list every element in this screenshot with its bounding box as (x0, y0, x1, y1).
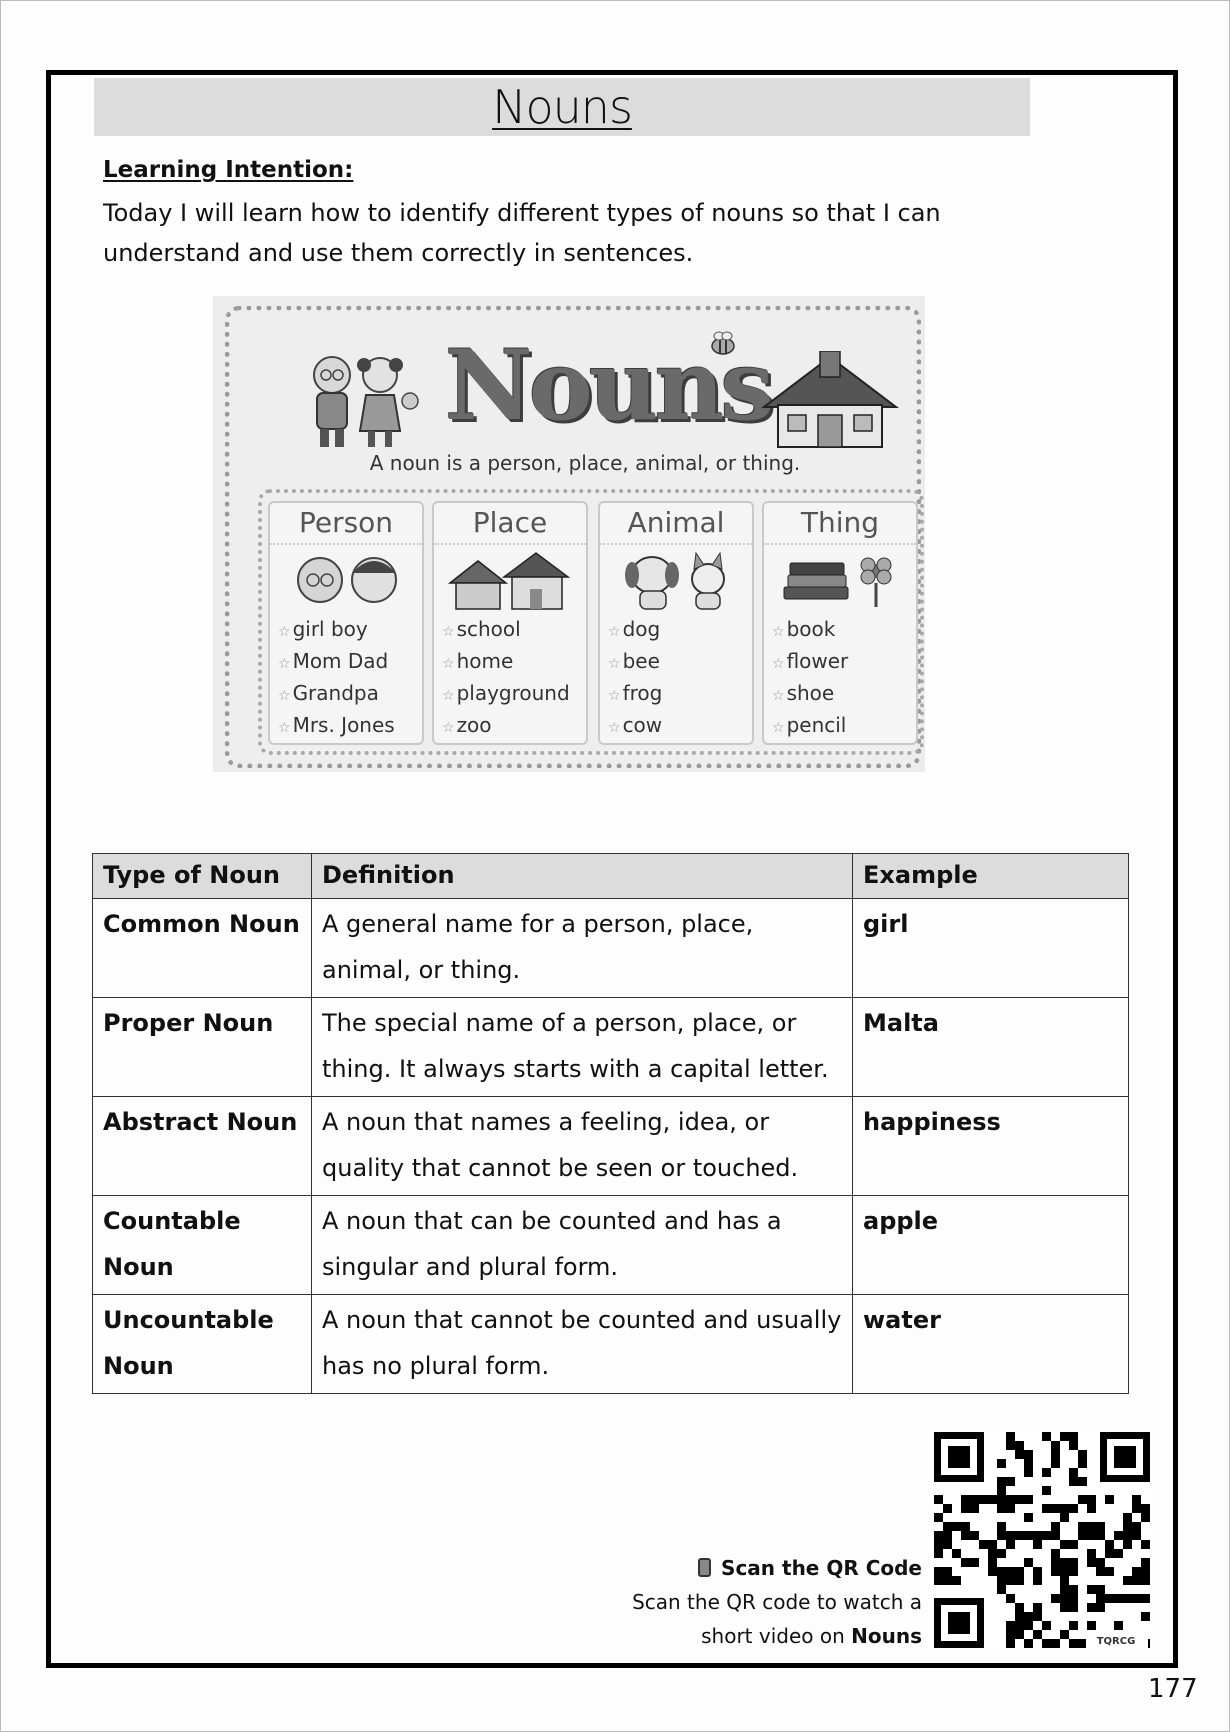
category-item (772, 679, 916, 711)
category-item (772, 615, 916, 647)
scan-qr-heading (640, 1556, 922, 1580)
school-house-icon (760, 351, 900, 451)
definition-cell: A noun that can be counted and has a singular and plural form. (312, 1196, 853, 1295)
scan-qr-topic: Nouns (851, 1624, 922, 1648)
dog-cat-icon (600, 545, 752, 615)
category-item-label: flower (786, 649, 849, 673)
noun-type-cell: Countable Noun (93, 1196, 312, 1295)
example-cell: apple (853, 1196, 1129, 1295)
category-item-label: cow (622, 713, 663, 737)
star-icon: ☆ (608, 720, 621, 736)
category-item (442, 647, 586, 679)
star-icon: ☆ (772, 656, 785, 672)
example-cell: happiness (853, 1097, 1129, 1196)
people-illustration (302, 343, 432, 453)
category-item-label: Mrs. Jones (292, 713, 395, 737)
category-item (278, 615, 422, 647)
category-item (278, 679, 422, 711)
category-panel (258, 489, 924, 755)
definition-cell: A noun that names a feeling, idea, or quality that cannot be seen or touched. (312, 1097, 853, 1196)
star-icon: ☆ (442, 656, 455, 672)
column-header: Definition (312, 854, 853, 899)
category-title: Place (434, 503, 586, 545)
category-title: Person (270, 503, 422, 545)
table-row (93, 998, 1129, 1097)
table-row (93, 1295, 1129, 1394)
poster-subtitle: A noun is a person, place, animal, or thing. (369, 451, 801, 475)
noun-type-cell: Abstract Noun (93, 1097, 312, 1196)
category-title: Animal (600, 503, 752, 545)
learning-intention-heading: Learning Intention: (103, 157, 354, 183)
star-icon: ☆ (278, 624, 291, 640)
noun-type-cell: Common Noun (93, 899, 312, 998)
poster-border (225, 306, 921, 768)
table-row (93, 1097, 1129, 1196)
category-item-label: frog (622, 681, 663, 705)
phone-icon (698, 1558, 711, 1577)
qr-code[interactable] (932, 1430, 1152, 1650)
star-icon: ☆ (442, 624, 455, 640)
qr-finder-top-right (1100, 1432, 1150, 1482)
table-row (93, 1196, 1129, 1295)
category-item-label: dog (622, 617, 661, 641)
category-item (772, 647, 916, 679)
title-bar (94, 78, 1030, 136)
example-cell: water (853, 1295, 1129, 1394)
star-icon: ☆ (772, 720, 785, 736)
page-title: Nouns (492, 80, 632, 134)
category-item (278, 711, 422, 743)
definition-cell: A noun that cannot be counted and usually has no plural form. (312, 1295, 853, 1394)
category-item-label: shoe (786, 681, 835, 705)
qr-brand-label: TQRCG (1096, 1636, 1136, 1647)
category-item (278, 647, 422, 679)
learning-intention-line: understand and use them correctly in sentences. (103, 239, 694, 267)
category-person (268, 501, 424, 745)
scan-qr-line (560, 1624, 922, 1648)
category-item (772, 711, 916, 743)
person-icon (270, 545, 422, 615)
star-icon: ☆ (608, 624, 621, 640)
scan-qr-title: Scan the QR Code (721, 1556, 922, 1580)
houses-icon (434, 545, 586, 615)
category-item-label: pencil (786, 713, 847, 737)
star-icon: ☆ (278, 688, 291, 704)
page-number: 177 (1148, 1674, 1198, 1704)
poster-title: Nouns (445, 329, 771, 442)
star-icon: ☆ (278, 656, 291, 672)
qr-finder-top-left (934, 1432, 984, 1482)
books-flower-icon (764, 545, 916, 615)
category-item-label: Grandpa (292, 681, 379, 705)
category-item-label: book (786, 617, 836, 641)
category-item-label: Mom Dad (292, 649, 389, 673)
category-item-label: playground (456, 681, 570, 705)
nouns-poster (213, 296, 925, 772)
category-item (442, 711, 586, 743)
category-item (608, 647, 752, 679)
nouns-table (92, 853, 1129, 1394)
learning-intention-text (103, 193, 983, 273)
noun-type-cell: Proper Noun (93, 998, 312, 1097)
category-animal (598, 501, 754, 745)
category-thing (762, 501, 918, 745)
scan-qr-line: Scan the QR code to watch a (632, 1590, 922, 1614)
example-cell: Malta (853, 998, 1129, 1097)
category-item (608, 615, 752, 647)
star-icon: ☆ (608, 688, 621, 704)
column-header: Type of Noun (93, 854, 312, 899)
definition-cell: The special name of a person, place, or thing. It always starts with a capital letter. (312, 998, 853, 1097)
category-item (442, 679, 586, 711)
star-icon: ☆ (442, 720, 455, 736)
category-title: Thing (764, 503, 916, 545)
category-item (608, 711, 752, 743)
definition-cell: A general name for a person, place, animal, or thing. (312, 899, 853, 998)
star-icon: ☆ (772, 688, 785, 704)
example-cell: girl (853, 899, 1129, 998)
category-item-label: bee (622, 649, 660, 673)
category-item-label: home (456, 649, 514, 673)
table-header-row (93, 854, 1129, 899)
star-icon: ☆ (442, 688, 455, 704)
qr-finder-bottom-left (934, 1598, 984, 1648)
star-icon: ☆ (278, 720, 291, 736)
star-icon: ☆ (772, 624, 785, 640)
column-header: Example (853, 854, 1129, 899)
learning-intention-line: Today I will learn how to identify different types of nouns so that I can (103, 199, 941, 227)
category-item (608, 679, 752, 711)
scan-qr-text: short video on (701, 1624, 852, 1648)
star-icon: ☆ (608, 656, 621, 672)
category-item-label: school (456, 617, 521, 641)
noun-type-cell: Uncountable Noun (93, 1295, 312, 1394)
category-place (432, 501, 588, 745)
category-item (442, 615, 586, 647)
table-row (93, 899, 1129, 998)
category-item-label: girl boy (292, 617, 368, 641)
category-item-label: zoo (456, 713, 492, 737)
